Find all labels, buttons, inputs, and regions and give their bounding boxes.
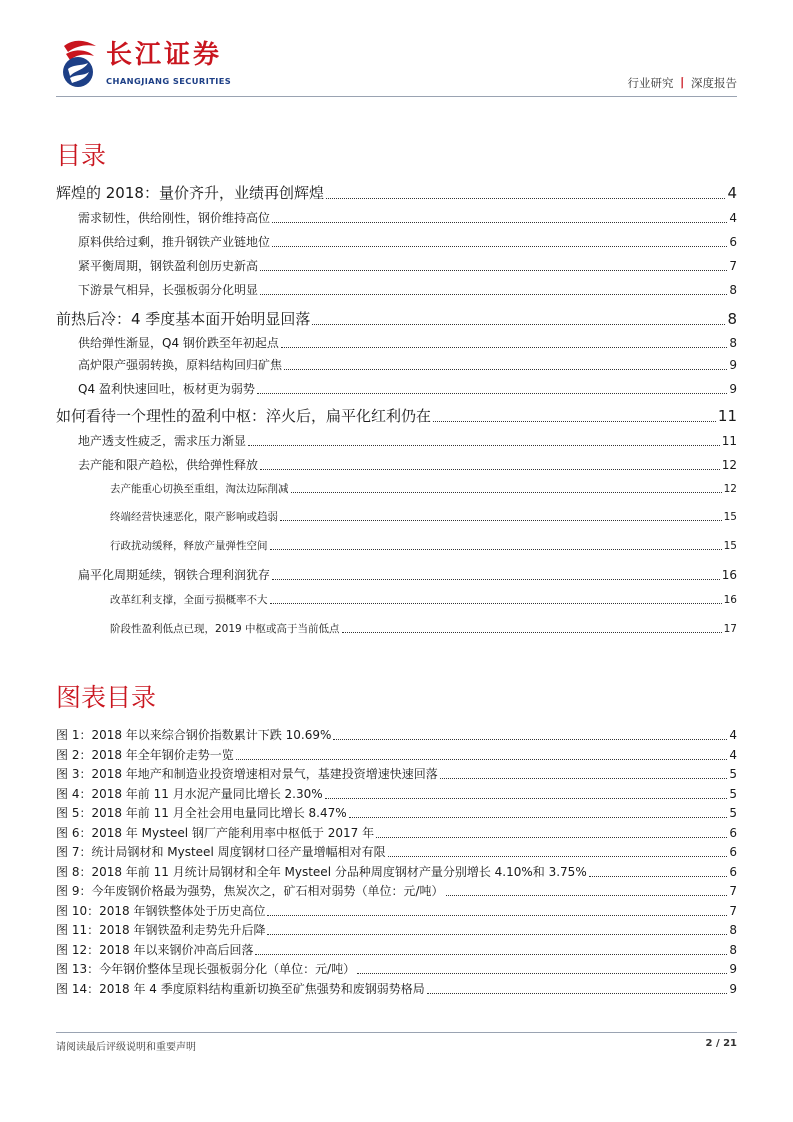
- toc-entry-text: 行政扰动缓释，释放产量弹性空间: [110, 540, 268, 552]
- dot-leader: [325, 798, 728, 799]
- figure-entry-page: 5: [729, 767, 737, 781]
- figure-entry-text: 图 6：2018 年 Mysteel 钢厂产能利用率中枢低于 2017 年: [56, 825, 375, 840]
- dot-leader: [272, 246, 727, 247]
- toc-entry-text: 需求韧性，供给刚性，钢价维持高位: [78, 211, 271, 225]
- dot-leader: [270, 603, 722, 604]
- page-number: 2 / 21: [705, 1038, 737, 1049]
- figure-entry-text: 图 7：统计局钢材和 Mysteel 周度钢材口径产量增幅相对有限: [56, 845, 386, 859]
- page-header: [0, 0, 793, 100]
- figure-entry[interactable]: [56, 748, 737, 763]
- report-category: [628, 76, 738, 90]
- toc-entry-page: 15: [723, 511, 737, 523]
- toc-entry[interactable]: [56, 235, 737, 250]
- figure-entry-page: 6: [729, 864, 737, 879]
- toc-entry[interactable]: [56, 483, 737, 496]
- dot-leader: [589, 876, 728, 877]
- dot-leader: [284, 369, 727, 370]
- figure-entry-text: 图 14：2018 年 4 季度原料结构重新切换至矿焦强势和废钢弱势格局: [56, 981, 425, 996]
- figure-entry-text: 图 4：2018 年前 11 月水泥产量同比增长 2.30%: [56, 786, 323, 801]
- toc-entry-text: 如何看待一个理性的盈利中枢：淬火后，扁平化红利仍在: [56, 407, 432, 425]
- toc-entry-page: 7: [729, 259, 737, 273]
- dot-leader: [272, 222, 727, 223]
- toc-entry-text: 去产能重心切换至重组，淘汰边际削减: [110, 483, 289, 495]
- toc-entry-page: 15: [723, 540, 737, 552]
- toc-entry-text: 地产透支性疲乏，需求压力渐显: [78, 434, 247, 448]
- dot-leader: [280, 520, 722, 521]
- toc-entry[interactable]: [56, 259, 737, 274]
- toc-entry-text: 改革红利支撑，全面亏损概率不大: [110, 594, 268, 606]
- toc-entry[interactable]: [56, 184, 737, 202]
- toc-entry-page: 12: [721, 458, 737, 472]
- toc-entry[interactable]: [56, 434, 737, 449]
- toc-entry-page: 9: [729, 382, 737, 396]
- figure-entry-page: 5: [729, 786, 737, 801]
- figure-entry-text: 图 11：2018 年钢铁盈利走势先升后降: [56, 923, 266, 937]
- dot-leader: [326, 198, 726, 199]
- figure-entry-page: 7: [729, 903, 737, 918]
- toc-entry-page: 11: [717, 407, 737, 425]
- dot-leader: [388, 856, 728, 857]
- toc-entry-text: 辉煌的 2018：量价齐升，业绩再创辉煌: [56, 184, 324, 202]
- company-logo: [56, 36, 246, 94]
- toc-entry[interactable]: [56, 594, 737, 607]
- toc-entry-text: 高炉限产强弱转换，原料结构回归矿焦: [78, 358, 283, 372]
- figure-entry[interactable]: [56, 943, 737, 958]
- toc-entry-page: 8: [729, 283, 737, 297]
- dot-leader: [255, 954, 727, 955]
- figure-entry-page: 9: [729, 962, 737, 976]
- footer-disclaimer: 请阅读最后评级说明和重要声明: [56, 1042, 196, 1053]
- dot-leader: [272, 579, 720, 580]
- dot-leader: [236, 759, 728, 760]
- dot-leader: [260, 294, 727, 295]
- toc-entry-text: Q4 盈利快速回吐，板材更为弱势: [78, 382, 255, 396]
- dot-leader: [342, 632, 722, 633]
- figure-entry[interactable]: [56, 904, 737, 919]
- toc-entry-page: 8: [727, 310, 737, 328]
- figure-entry[interactable]: [56, 787, 737, 802]
- figure-entry[interactable]: [56, 982, 737, 997]
- toc-entry[interactable]: [56, 382, 737, 397]
- toc-entry[interactable]: [56, 336, 737, 351]
- figure-entry-page: 8: [729, 942, 737, 957]
- toc-entry-page: 12: [723, 483, 737, 495]
- toc-entry-text: 紧平衡周期，钢铁盈利创历史新高: [78, 259, 259, 273]
- figure-entry-text: 图 12：2018 年以来钢价冲高后回落: [56, 942, 254, 957]
- figure-entry[interactable]: [56, 767, 737, 782]
- figure-entry-text: 图 2：2018 年全年钢价走势一览: [56, 747, 234, 762]
- figure-entry-text: 图 9：今年废钢价格最为强势，焦炭次之，矿石相对弱势（单位：元/吨）: [56, 884, 444, 898]
- toc-entry[interactable]: [56, 310, 737, 328]
- dot-leader: [349, 817, 728, 818]
- toc-entry[interactable]: [56, 358, 737, 373]
- toc-entry-text: 扁平化周期延续，钢铁合理利润犹存: [78, 568, 271, 582]
- toc-entry-page: 16: [723, 594, 737, 606]
- dot-leader: [267, 934, 727, 935]
- logo-english-name: CHANGJIANG SECURITIES: [106, 76, 232, 86]
- dot-leader: [376, 837, 727, 838]
- toc-entry[interactable]: [56, 540, 737, 553]
- figure-entry-text: 图 13：今年钢价整体呈现长强板弱分化（单位：元/吨）: [56, 962, 356, 976]
- toc-entry-page: 8: [729, 336, 737, 350]
- toc-entry-page: 17: [723, 623, 737, 635]
- figure-entry[interactable]: [56, 962, 737, 977]
- category-label: 行业研究: [627, 76, 674, 90]
- dot-leader: [357, 973, 727, 974]
- toc-entry[interactable]: [56, 511, 737, 524]
- dot-leader: [257, 393, 727, 394]
- dot-leader: [333, 739, 727, 740]
- dot-leader: [291, 492, 722, 493]
- figure-entry[interactable]: [56, 923, 737, 938]
- figure-entry-page: 6: [729, 845, 737, 859]
- figure-entry[interactable]: [56, 806, 737, 821]
- toc-entry-page: 11: [721, 434, 737, 448]
- toc-entry-text: 原料供给过剩，推升钢铁产业链地位: [78, 235, 271, 249]
- dot-leader: [260, 469, 720, 470]
- toc-entry[interactable]: [56, 211, 737, 226]
- dot-leader: [267, 915, 727, 916]
- toc-entry-text: 供给弹性渐显，Q4 钢价跌至年初起点: [78, 336, 279, 350]
- toc-entry[interactable]: [56, 283, 737, 298]
- footer-divider: [56, 1032, 737, 1033]
- figure-entry-page: 6: [729, 825, 737, 840]
- figure-entry-text: 图 10：2018 年钢铁整体处于历史高位: [56, 903, 266, 918]
- toc-entry-text: 下游景气相异，长强板弱分化明显: [78, 283, 259, 297]
- dot-leader: [446, 895, 728, 896]
- toc-entry[interactable]: [56, 458, 737, 473]
- toc-entry[interactable]: [56, 568, 737, 583]
- dot-leader: [260, 270, 727, 271]
- figure-entry-page: 4: [729, 728, 737, 742]
- figure-entry-text: 图 1：2018 年以来综合钢价指数累计下跌 10.69%: [56, 728, 332, 742]
- header-separator: 丨: [676, 76, 688, 90]
- logo-mark-icon: [56, 36, 102, 92]
- figure-entry-page: 5: [729, 806, 737, 820]
- toc-entry-text: 去产能和限产趋松，供给弹性释放: [78, 458, 259, 472]
- figure-entry-text: 图 3：2018 年地产和制造业投资增速相对景气，基建投资增速快速回落: [56, 767, 438, 781]
- dot-leader: [270, 549, 722, 550]
- figure-entry-page: 4: [729, 747, 737, 762]
- toc-entry-page: 9: [729, 358, 737, 372]
- dot-leader: [248, 445, 720, 446]
- dot-leader: [433, 421, 716, 422]
- figure-entry-page: 8: [729, 923, 737, 937]
- figure-entry-page: 7: [729, 884, 737, 898]
- toc-entry-page: 16: [721, 568, 737, 582]
- figure-entry[interactable]: [56, 884, 737, 899]
- report-type-label: 深度报告: [691, 76, 737, 90]
- toc-entry-text: 前热后冷：4 季度基本面开始明显回落: [56, 310, 311, 328]
- dot-leader: [281, 347, 727, 348]
- figure-entry[interactable]: [56, 865, 737, 880]
- dot-leader: [440, 778, 728, 779]
- dot-leader: [427, 993, 728, 994]
- figure-entry[interactable]: [56, 728, 737, 743]
- toc-title: 目录: [56, 141, 107, 170]
- toc-entry-text: 阶段性盈利低点已现，2019 中枢或高于当前低点: [110, 623, 340, 635]
- figure-entry[interactable]: [56, 845, 737, 860]
- figure-list-title: 图表目录: [56, 683, 157, 712]
- dot-leader: [312, 324, 725, 325]
- figure-entry-page: 9: [729, 981, 737, 996]
- toc-entry[interactable]: [56, 407, 737, 425]
- figure-entry[interactable]: [56, 826, 737, 841]
- toc-entry[interactable]: [56, 623, 737, 636]
- toc-entry-text: 终端经营快速恶化，限产影响或趋弱: [110, 511, 278, 523]
- toc-entry-page: 4: [729, 211, 737, 225]
- figure-entry-text: 图 5：2018 年前 11 月全社会用电量同比增长 8.47%: [56, 806, 347, 820]
- toc-entry-page: 4: [727, 184, 737, 202]
- toc-entry-page: 6: [729, 235, 737, 249]
- header-divider: [56, 96, 737, 97]
- figure-entry-text: 图 8：2018 年前 11 月统计局钢材和全年 Mysteel 分品种周度钢材产量分别增长 4.10%和 3.75%: [56, 864, 587, 879]
- logo-chinese-name: 长江证券: [106, 40, 223, 70]
